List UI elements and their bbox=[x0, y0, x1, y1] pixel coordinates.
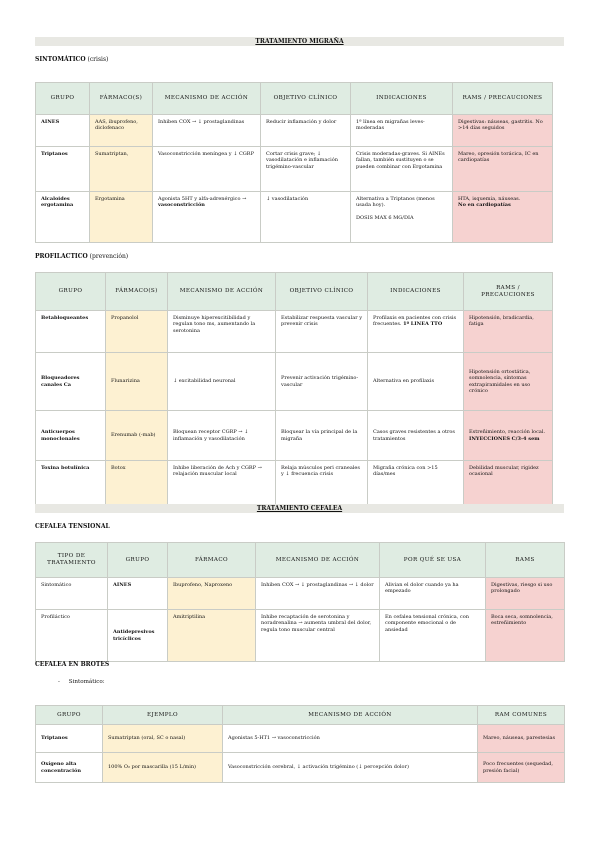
table-row bbox=[36, 192, 553, 243]
cell-objetivo: Cortar crisis grave; ↓ vasodilatación e inflamación trigémino-vascular bbox=[261, 147, 351, 192]
cell-farmaco: Botox bbox=[106, 461, 168, 511]
cell-rams: Hipotensión ortostática, somnolencia, síntomas extrapiramidales en uso crónico bbox=[464, 353, 553, 411]
table-row bbox=[36, 725, 565, 753]
label-sintomatico: SINTOMÁTICO (crisis) bbox=[35, 56, 109, 63]
cell-mecanismo: Inhiben COX → ↓ prostaglandinas bbox=[153, 115, 261, 147]
cell-grupo: Triptanos bbox=[36, 725, 103, 753]
header-cell: GRUPO bbox=[36, 706, 103, 725]
cell-porque: Alivian el dolor cuando ya ha empezado bbox=[380, 578, 486, 610]
table-header-row bbox=[36, 706, 565, 725]
header-cell: GRUPO bbox=[36, 83, 90, 115]
cell-farmaco: Erenumab (-mab) bbox=[106, 411, 168, 461]
cell-farmaco: Ibuprofeno, Naproxeno bbox=[168, 578, 256, 610]
header-cell: RAMS bbox=[486, 543, 565, 578]
header-cell: RAMS / PRECAUCIONES bbox=[453, 83, 553, 115]
cell-ejemplo: 100% O₂ por mascarilla (15 L/min) bbox=[103, 753, 223, 783]
cell-mecanismo: ↓ excitabilidad neuronal bbox=[168, 353, 276, 411]
cell-farmaco: Flunarizina bbox=[106, 353, 168, 411]
header-cell: FÁRMACO bbox=[168, 543, 256, 578]
header-cell: FÁRMACO(S) bbox=[106, 273, 168, 311]
section-title-migrana: TRATAMIENTO MIGRAÑA bbox=[35, 37, 564, 46]
cell-mecanismo: Inhiben COX → ↓ prostaglandinas → ↓ dolor bbox=[256, 578, 380, 610]
table-row bbox=[36, 311, 553, 353]
cell-rams: Digestivas, riesgo si uso prolongado bbox=[486, 578, 565, 610]
cell-farmaco: Propanolol bbox=[106, 311, 168, 353]
cell-indicaciones: Alternativa a Triptanos (menos usada hoy). DOSIS MAX 6 MG/DIA bbox=[351, 192, 453, 243]
cell-grupo: AINES bbox=[36, 115, 90, 147]
cell-tipo: Profiláctico bbox=[36, 610, 108, 662]
cell-grupo: Toxina botulínica bbox=[36, 461, 106, 511]
table-row bbox=[36, 610, 565, 662]
cell-grupo: AINES bbox=[108, 578, 168, 610]
cell-indicaciones: Profilaxis en pacientes con crisis frecuentes. 1ª LINEA TTO bbox=[368, 311, 464, 353]
cell-rams: Mareo, opresión torácica, IC en cardiopatías bbox=[453, 147, 553, 192]
header-cell: RAMS / PRECAUCIONES bbox=[464, 273, 553, 311]
cell-grupo: Betabloqueantes bbox=[36, 311, 106, 353]
cell-objetivo: Bloquear la vía principal de la migraña bbox=[276, 411, 368, 461]
section-title-cefalea: TRATAMIENTO CEFALEA bbox=[35, 504, 564, 513]
cell-farmaco: Amitriptilina bbox=[168, 610, 256, 662]
table-cefalea-brotes bbox=[35, 705, 565, 783]
header-cell: MECANISMO DE ACCIÓN bbox=[168, 273, 276, 311]
header-cell: GRUPO bbox=[36, 273, 106, 311]
label-profilactico: PROFILACTICO (prevención) bbox=[35, 253, 129, 260]
cell-grupo: Antidepresivos tricíclicos bbox=[108, 610, 168, 662]
cell-indicaciones: 1ª línea en migrañas leves-moderadas bbox=[351, 115, 453, 147]
cell-tipo: Sintomático bbox=[36, 578, 108, 610]
label-cefalea-brotes: CEFALEA EN BROTES bbox=[35, 661, 110, 668]
cell-porque: En cefalea tensional crónica, con componente emocional o de ansiedad bbox=[380, 610, 486, 662]
header-cell: MECANISMO DE ACCIÓN bbox=[223, 706, 478, 725]
table-header-row bbox=[36, 543, 565, 578]
table-row bbox=[36, 353, 553, 411]
cell-indicaciones: Alternativa en profilaxis bbox=[368, 353, 464, 411]
bullet-dash: - bbox=[58, 679, 60, 685]
cell-grupo: Bloqueadores canales Ca bbox=[36, 353, 106, 411]
header-cell: MECANISMO DE ACCIÓN bbox=[153, 83, 261, 115]
cell-farmaco: Sumatriptan, bbox=[90, 147, 153, 192]
cell-farmaco: Ergotamina bbox=[90, 192, 153, 243]
header-cell: MECANISMO DE ACCIÓN bbox=[256, 543, 380, 578]
header-cell: GRUPO bbox=[108, 543, 168, 578]
cell-rams: Digestivas: náuseas, gastritis. No >14 días seguidos bbox=[453, 115, 553, 147]
cell-grupo: Alcaloides ergotamina bbox=[36, 192, 90, 243]
cell-ejemplo: Sumatriptan (oral, SC o nasal) bbox=[103, 725, 223, 753]
cell-rams: Debilidad muscular, rigidez ocasional bbox=[464, 461, 553, 511]
cell-objetivo: Reducir inflamación y dolor bbox=[261, 115, 351, 147]
header-cell: OBJETIVO CLÍNICO bbox=[261, 83, 351, 115]
cell-rams: Estreñimiento, reacción local. INYECCIONES C/3-4 sem bbox=[464, 411, 553, 461]
header-cell: FÁRMACO(S) bbox=[90, 83, 153, 115]
cell-grupo: Anticuerpos monoclonales bbox=[36, 411, 106, 461]
cell-rams: Boca seca, somnolencia, estreñimiento bbox=[486, 610, 565, 662]
table-row bbox=[36, 147, 553, 192]
cell-ram: Mareo, náuseas, parestesias bbox=[478, 725, 565, 753]
table-header-row bbox=[36, 83, 553, 115]
header-cell: OBJETIVO CLÍNICO bbox=[276, 273, 368, 311]
table-row bbox=[36, 753, 565, 783]
header-cell: RAM COMUNES bbox=[478, 706, 565, 725]
table-row bbox=[36, 461, 553, 511]
cell-mecanismo: Inhibe recaptación de serotonina y noradrenalina → aumenta umbral del dolor, regula tono muscular central bbox=[256, 610, 380, 662]
cell-grupo: Triptanos bbox=[36, 147, 90, 192]
cell-rams: HTA, isquemia, náuseas. No en cardiopatías bbox=[453, 192, 553, 243]
cell-objetivo: Relaja músculos peri craneales y ↓ frecuencia crisis bbox=[276, 461, 368, 511]
header-cell: INDICACIONES bbox=[351, 83, 453, 115]
table-migrana-profilactico bbox=[35, 272, 553, 511]
cell-mecanismo: Disminuye hiperexcitibilidad y regulan tono ms, aumentando la serotonina bbox=[168, 311, 276, 353]
cell-mecanismo: Inhibe liberación de Ach y CGRP → relajación muscular local bbox=[168, 461, 276, 511]
table-migrana-sintomatico bbox=[35, 82, 553, 243]
cell-indicaciones: Crisis moderadas-graves. Si AINEs fallan, también sustituyen o se pueden combinar con Ergotamina bbox=[351, 147, 453, 192]
cell-objetivo: Estabilizar respuesta vascular y prevenir crisis bbox=[276, 311, 368, 353]
table-row bbox=[36, 578, 565, 610]
label-cefalea-tensional: CEFALEA TENSIONAL bbox=[35, 523, 110, 530]
cell-rams: Hipotensión, bradicardia, fatiga bbox=[464, 311, 553, 353]
header-cell: INDICACIONES bbox=[368, 273, 464, 311]
cell-objetivo: ↓ vasodilatación bbox=[261, 192, 351, 243]
cell-indicaciones: Migraña crónica con >15 días/mes bbox=[368, 461, 464, 511]
table-row bbox=[36, 411, 553, 461]
cell-mecanismo: Vasoconstricción cerebral, ↓ activación trigémino (↓ percepción dolor) bbox=[223, 753, 478, 783]
cell-grupo: Oxígeno alta concentración bbox=[36, 753, 103, 783]
cell-mecanismo: Agonistas 5-HT1 → vasoconstricción bbox=[223, 725, 478, 753]
table-header-row bbox=[36, 273, 553, 311]
cell-ram: Poco frecuentes (sequedad, presión facial) bbox=[478, 753, 565, 783]
cell-objetivo: Prevenir activación trigémino-vascular bbox=[276, 353, 368, 411]
table-cefalea-tensional bbox=[35, 542, 565, 662]
table-row bbox=[36, 115, 553, 147]
cell-mecanismo: Bloquean receptor CGRP → ↓ inflamación y vasodilatación bbox=[168, 411, 276, 461]
cell-mecanismo: Agonista 5HT y alfa-adrenérgico → vasoconstricción bbox=[153, 192, 261, 243]
cell-indicaciones: Casos graves resistentes a otros tratamientos bbox=[368, 411, 464, 461]
cell-farmaco: AAS, ibuprofeno, diclofenaco bbox=[90, 115, 153, 147]
header-cell: EJEMPLO bbox=[103, 706, 223, 725]
header-cell: TIPO DE TRATAMIENTO bbox=[36, 543, 108, 578]
cell-mecanismo: Vasoconstricción meníngea y ↓ CGRP bbox=[153, 147, 261, 192]
bullet-sintomatico: - Sintomático: bbox=[58, 679, 105, 685]
header-cell: POR QUÉ SE USA bbox=[380, 543, 486, 578]
